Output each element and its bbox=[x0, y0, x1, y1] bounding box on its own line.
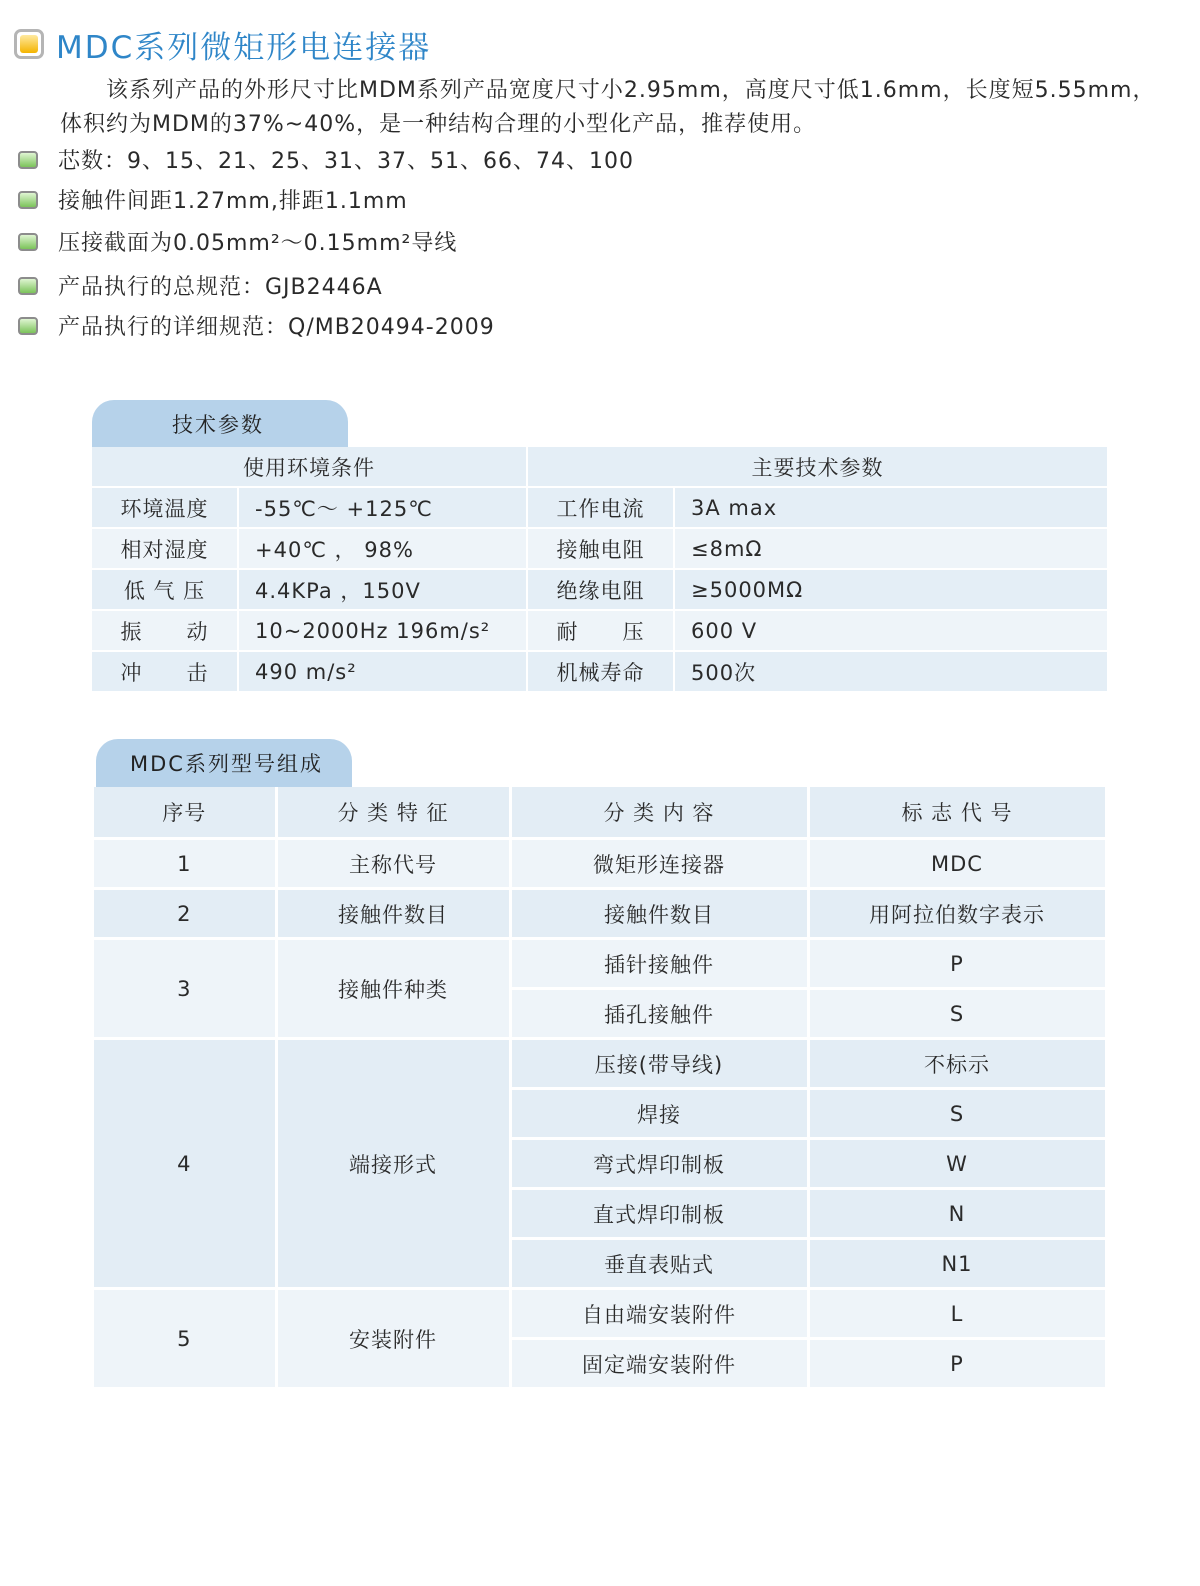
table-row: 3 接触件种类 插针接触件 P bbox=[94, 939, 1106, 989]
intro-line-2: 体积约为MDM的37%~40%，是一种结构合理的小型化产品，推荐使用。 bbox=[60, 112, 817, 137]
table-row: 1 主称代号 微矩形连接器 MDC bbox=[94, 839, 1106, 889]
env-header: 使用环境条件 bbox=[92, 447, 527, 487]
table-row: 固定端安装附件 P bbox=[94, 1339, 1106, 1389]
intro bbox=[60, 74, 1180, 142]
tech-params-tab: 技术参数 bbox=[92, 400, 348, 447]
bullet-icon bbox=[18, 151, 38, 169]
feature-item: 接触件间距1.27mm,排距1.1mm bbox=[18, 184, 408, 215]
table-row: 4 端接形式 压接(带导线) 不标示 bbox=[94, 1039, 1106, 1089]
page-title: MDC系列微矩形电连接器 bbox=[56, 29, 432, 66]
table-row: 直式焊印制板 N bbox=[94, 1189, 1106, 1239]
table-row: 低 气 压 4.4KPa ，150V 绝缘电阻 ≥5000MΩ bbox=[92, 569, 1108, 610]
table-row: 插孔接触件 S bbox=[94, 989, 1106, 1039]
table-row: 垂直表贴式 N1 bbox=[94, 1239, 1106, 1289]
table-row: 焊接 S bbox=[94, 1089, 1106, 1139]
col-header-feature: 分 类 特 征 bbox=[276, 787, 510, 839]
title-row bbox=[14, 22, 431, 66]
intro-line-1: 该系列产品的外形尺寸比MDM系列产品宽度尺寸小2.95mm，高度尺寸低1.6mm，长度短5.55mm， bbox=[106, 78, 1156, 103]
feature-item: 产品执行的总规范：GJB2446A bbox=[18, 270, 383, 301]
feature-item: 芯数：9、15、21、25、31、37、51、66、74、100 bbox=[18, 144, 634, 175]
table-row: 2 接触件数目 接触件数目 用阿拉伯数字表示 bbox=[94, 889, 1106, 939]
col-header-code: 标 志 代 号 bbox=[808, 787, 1106, 839]
model-header-row bbox=[94, 787, 1106, 839]
tech-params-table bbox=[92, 447, 1109, 693]
table-row: 相对湿度 +40℃ ， 98% 接触电阻 ≤8mΩ bbox=[92, 528, 1108, 569]
main-header: 主要技术参数 bbox=[527, 447, 1108, 487]
bullet-icon bbox=[18, 277, 38, 295]
col-header-content: 分 类 内 容 bbox=[510, 787, 808, 839]
model-table bbox=[94, 787, 1108, 1390]
bullet-icon bbox=[18, 233, 38, 251]
table-row: 弯式焊印制板 W bbox=[94, 1139, 1106, 1189]
model-tab: MDC系列型号组成 bbox=[96, 739, 352, 787]
bullet-icon bbox=[18, 317, 38, 335]
feature-item: 压接截面为0.05mm²～0.15mm²导线 bbox=[18, 226, 457, 257]
table-row: 冲 击 490 m/s² 机械寿命 500次 bbox=[92, 651, 1108, 692]
title-square-icon bbox=[14, 29, 44, 59]
table-row: 振 动 10~2000Hz 196m/s² 耐 压 600 V bbox=[92, 610, 1108, 651]
col-header-no: 序号 bbox=[94, 787, 276, 839]
bullet-icon bbox=[18, 191, 38, 209]
feature-item: 产品执行的详细规范：Q/MB20494-2009 bbox=[18, 310, 495, 341]
table-row: 环境温度 -55℃～ +125℃ 工作电流 3A max bbox=[92, 487, 1108, 528]
table-row: 5 安装附件 自由端安装附件 L bbox=[94, 1289, 1106, 1339]
